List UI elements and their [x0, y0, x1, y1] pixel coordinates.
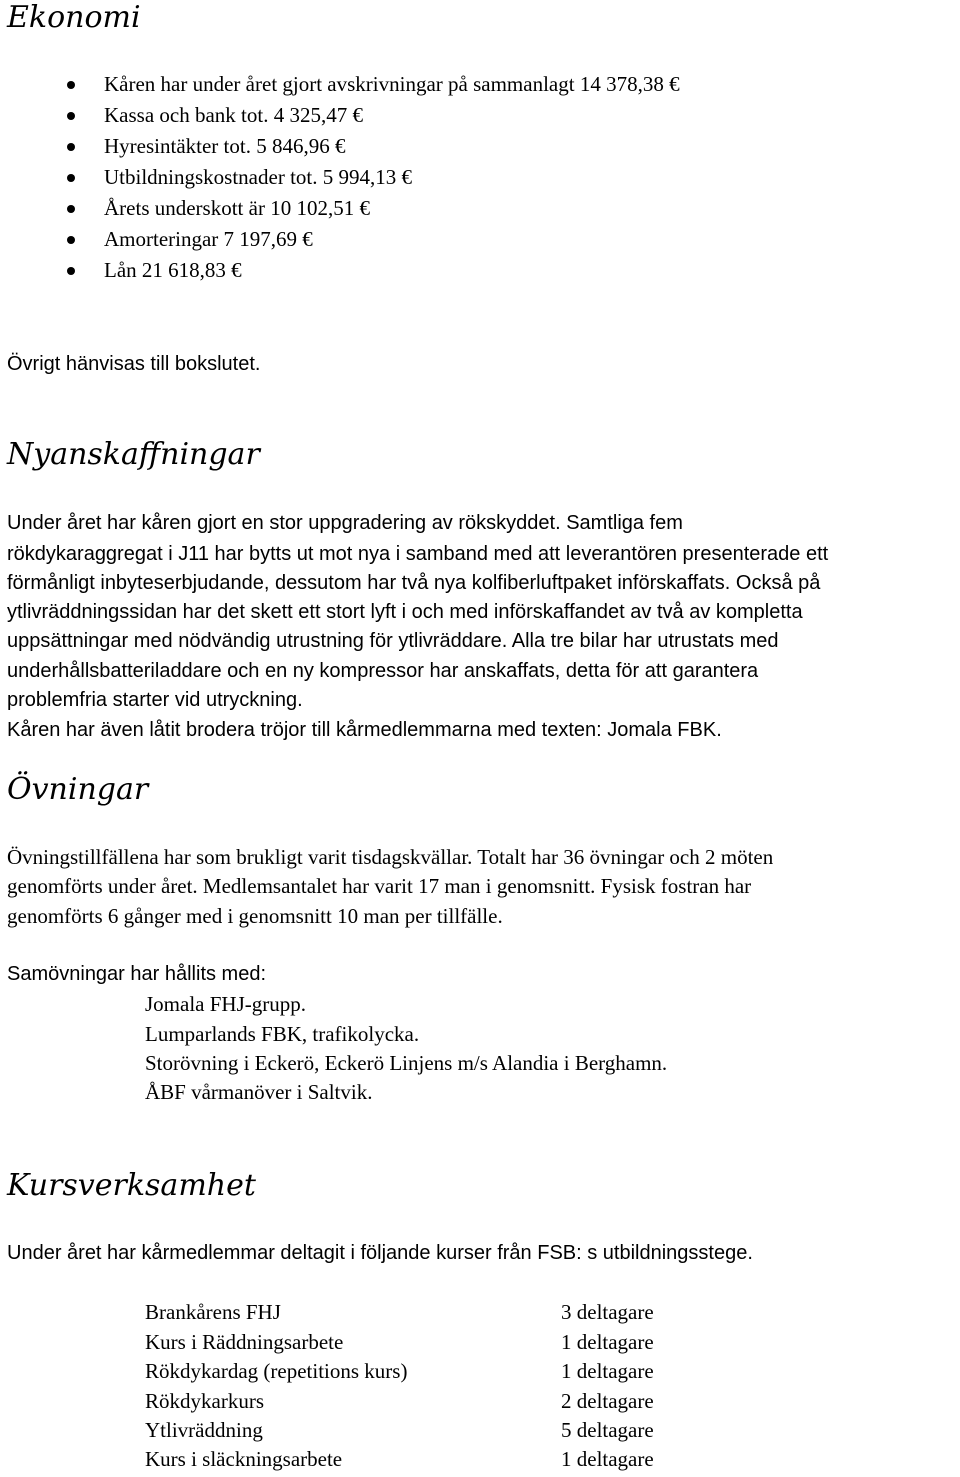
paragraph-line: uppsättningar med nödvändig utrustning för ytlivräddare. Alla tre bilar har utrustats med — [7, 630, 779, 652]
paragraph-line: Övningstillfällena har som brukligt varit tisdagskvällar. Totalt har 36 övningar och 2 möten — [7, 845, 774, 869]
course-name: Rökdykarkurs — [145, 1389, 264, 1413]
paragraph-line: rökdykaraggregat i J11 har bytts ut mot nya i samband med att leverantören presenterade ett — [7, 543, 829, 565]
bullet-icon — [67, 81, 75, 89]
course-count: 1 deltagare — [561, 1359, 654, 1383]
bullet-icon — [67, 205, 75, 213]
samovning-item: Lumparlands FBK, trafikolycka. — [145, 1022, 420, 1046]
heading-kursverksamhet: Kursverksamhet — [7, 1168, 256, 1203]
course-count: 5 deltagare — [561, 1418, 654, 1442]
list-item: Hyresintäkter tot. 5 846,96 € — [0, 131, 680, 162]
list-item: Lån 21 618,83 € — [0, 255, 680, 286]
paragraph-line: ytlivräddningssidan har det skett ett stort lyft i och med införskaffandet av två av kompletta — [7, 601, 803, 623]
course-name: Kurs i Räddningsarbete — [145, 1330, 344, 1354]
bullet-icon — [67, 174, 75, 182]
paragraph-line: Kåren har även låtit brodera tröjor till kårmedlemmarna med texten: Jomala FBK. — [7, 719, 722, 741]
course-count: 2 deltagare — [561, 1389, 654, 1413]
list-item: Kåren har under året gjort avskrivningar på sammanlagt 14 378,38 € — [0, 69, 680, 100]
heading-ekonomi: Ekonomi — [7, 0, 141, 35]
bullet-icon — [67, 143, 75, 151]
paragraph-line: genomförts under året. Medlemsantalet har varit 17 man i genomsnitt. Fysisk fostran har — [7, 874, 752, 898]
samovningar-label: Samövningar har hållits med: — [7, 963, 267, 985]
course-count: 1 deltagare — [561, 1330, 654, 1354]
heading-ovningar: Övningar — [7, 772, 149, 807]
samovning-item: ÅBF vårmanöver i Saltvik. — [145, 1080, 373, 1104]
samovning-item: Jomala FHJ-grupp. — [145, 992, 306, 1016]
samovning-item: Storövning i Eckerö, Eckerö Linjens m/s Alandia i Berghamn. — [145, 1051, 668, 1075]
course-name: Kurs i släckningsarbete — [145, 1447, 343, 1471]
list-item: Utbildningskostnader tot. 5 994,13 € — [0, 162, 680, 193]
list-item: Amorteringar 7 197,69 € — [0, 224, 680, 255]
course-name: Ytlivräddning — [145, 1418, 263, 1442]
ekonomi-list — [0, 69, 680, 286]
heading-nyanskaffningar: Nyanskaffningar — [7, 437, 260, 472]
course-count: 1 deltagare — [561, 1447, 654, 1471]
bullet-icon — [67, 112, 75, 120]
paragraph-line: problemfria starter vid utryckning. — [7, 689, 303, 711]
kurs-intro: Under året har kårmedlemmar deltagit i följande kurser från FSB: s utbildningsstege. — [7, 1242, 753, 1264]
ekonomi-note: Övrigt hänvisas till bokslutet. — [7, 353, 261, 375]
paragraph-line: förmånligt inbyteserbjudande, dessutom har två nya kolfiberluftpaket införskaffats. Också på — [7, 572, 821, 594]
course-count: 3 deltagare — [561, 1300, 654, 1324]
list-item: Årets underskott är 10 102,51 € — [0, 193, 680, 224]
list-item: Kassa och bank tot. 4 325,47 € — [0, 100, 680, 131]
bullet-icon — [67, 236, 75, 244]
paragraph-line: underhållsbatteriladdare och en ny kompressor har anskaffats, detta för att garantera — [7, 660, 759, 682]
course-name: Brankårens FHJ — [145, 1300, 281, 1324]
paragraph-line: Under året har kåren gjort en stor uppgradering av rökskyddet. Samtliga fem — [7, 512, 683, 534]
course-name: Rökdykardag (repetitions kurs) — [145, 1359, 408, 1383]
bullet-icon — [67, 267, 75, 275]
paragraph-line: genomförts 6 gånger med i genomsnitt 10 man per tillfälle. — [7, 904, 503, 928]
